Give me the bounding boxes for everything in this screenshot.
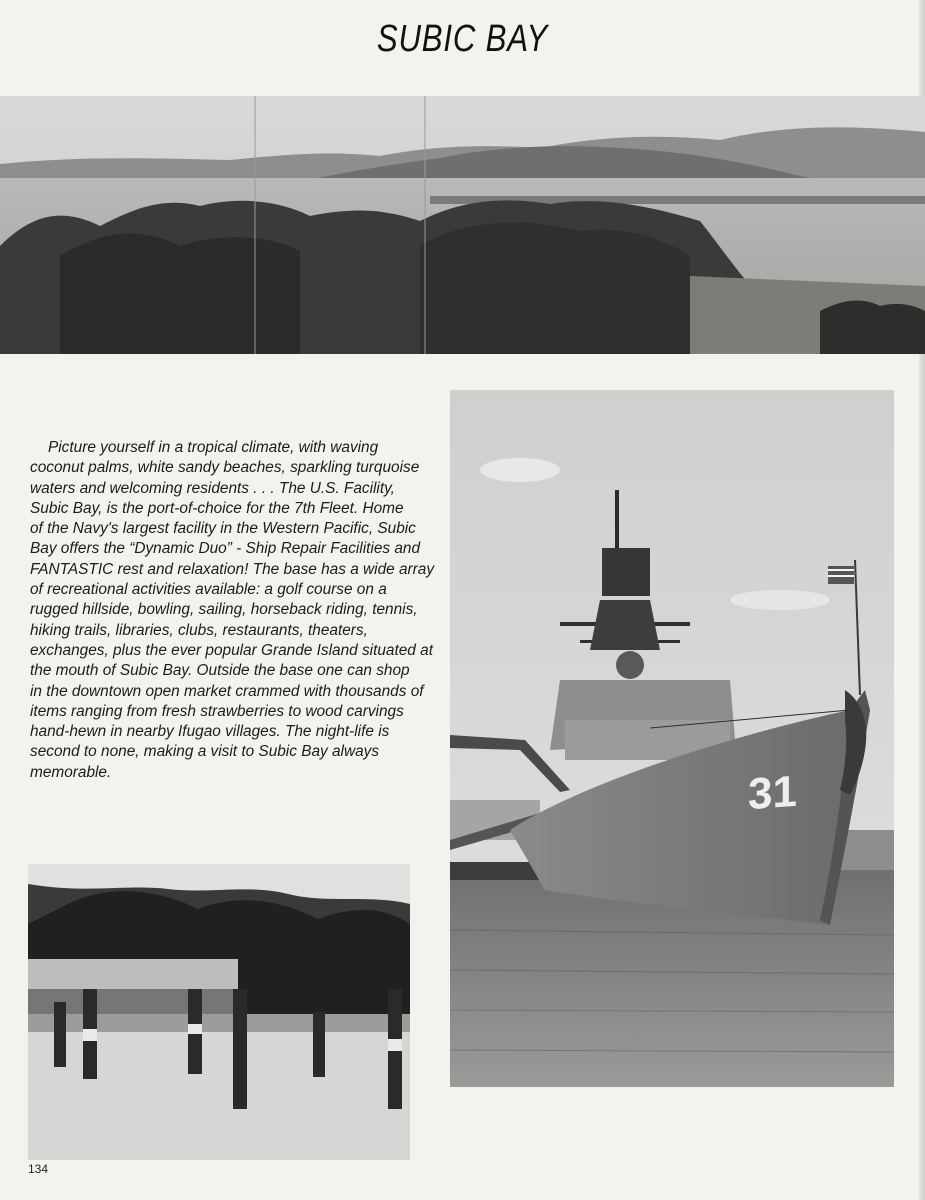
article-line: in the downtown open market crammed with thousands of (30, 682, 424, 700)
article-line: Picture yourself in a tropical climate, with waving (48, 439, 379, 456)
page-title: SUBIC BAY (376, 18, 549, 60)
article-line: hand-hewn in nearby Ifugao villages. The night-life is (30, 723, 390, 741)
article-line: Bay offers the “Dynamic Duo” - Ship Repair Facilities and (30, 540, 421, 558)
article-line: hiking trails, libraries, clubs, restaurants, theaters, (30, 621, 368, 639)
panorama-photo (0, 96, 925, 354)
article-text (30, 438, 435, 783)
article-line: items ranging from fresh strawberries to wood carvings (30, 702, 404, 720)
article-line: coconut palms, white sandy beaches, sparkling turquoise (30, 459, 420, 477)
article-line: second to none, making a visit to Subic Bay always (30, 743, 380, 761)
page-number: 134 (28, 1162, 49, 1176)
article-line: Subic Bay, is the port-of-choice for the 7th Fleet. Home (30, 499, 404, 517)
article-line: of recreational activities available: a golf course on a (30, 581, 387, 599)
beach-photo (28, 864, 410, 1160)
article-line: of the Navy's largest facility in the Western Pacific, Subic (30, 520, 416, 538)
hull-number: 31 (748, 766, 797, 820)
article-line: memorable. (30, 763, 112, 781)
article-line: FANTASTIC rest and relaxation! The base has a wide array (30, 560, 435, 578)
article-line: rugged hillside, bowling, sailing, horseback riding, tennis, (30, 601, 418, 619)
article-line: exchanges, plus the ever popular Grande Island situated at (30, 641, 433, 659)
article-line: the mouth of Subic Bay. Outside the base one can shop (30, 662, 410, 680)
article-line: waters and welcoming residents . . . The U.S. Facility, (30, 479, 395, 497)
warship-photo (450, 390, 894, 1087)
